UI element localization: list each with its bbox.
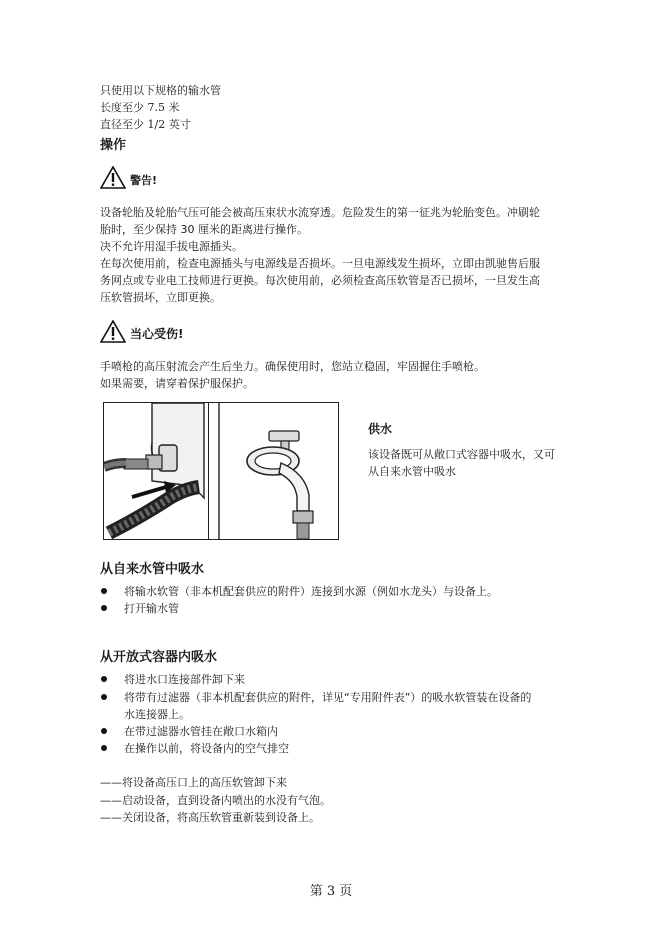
warning-line-4: 在每次使用前，检查电源插头与电源线是否损坏。一旦电源线发生损坏，立即由凯驰售后服 bbox=[100, 257, 540, 270]
warning-header bbox=[100, 166, 220, 190]
tap-section-heading: 从自来水管中吸水 bbox=[100, 562, 205, 577]
warning-triangle-icon bbox=[100, 320, 126, 343]
spec-line-1: 只使用以下规格的输水管 bbox=[100, 84, 221, 97]
figure-water-tap bbox=[208, 402, 339, 540]
list-item: 将带有过滤器（非本机配套供应的附件，详见“专用附件表”）的吸水软管装在设备的 bbox=[124, 691, 532, 704]
caution-line-1: 手喷枪的高压射流会产生后坐力。确保使用时，您站立稳固，牢固握住手喷枪。 bbox=[100, 360, 485, 373]
dash-line-2: ——启动设备，直到设备内喷出的水没有气泡。 bbox=[100, 794, 331, 807]
figure-device-inlet bbox=[103, 402, 210, 540]
warning-line-1: 设备轮胎及轮胎气压可能会被高压束状水流穿透。危险发生的第一征兆为轮胎变色。冲刷轮 bbox=[100, 206, 540, 219]
spec-line-3: 直径至少 1/2 英寸 bbox=[100, 118, 191, 131]
water-supply-line-2: 从自来水管中吸水 bbox=[368, 465, 456, 478]
list-item: 打开输水管 bbox=[124, 602, 179, 615]
caution-line-2: 如果需要，请穿着保护服保护。 bbox=[100, 377, 254, 390]
dash-line-1: ——将设备高压口上的高压软管卸下来 bbox=[100, 776, 287, 789]
bullet-dot bbox=[101, 694, 107, 700]
page-number: 第 3 页 bbox=[309, 884, 353, 899]
water-supply-line-1: 该设备既可从敞口式容器中吸水，又可 bbox=[368, 448, 555, 461]
bullet-dot bbox=[101, 676, 107, 682]
spec-line-2: 长度至少 7.5 米 bbox=[100, 101, 180, 114]
container-section-heading: 从开放式容器内吸水 bbox=[100, 650, 218, 665]
list-item: 将进水口连接部件卸下来 bbox=[124, 673, 245, 686]
dash-line-3: ——关闭设备，将高压软管重新装到设备上。 bbox=[100, 811, 320, 824]
warning-title: 警告! bbox=[130, 174, 158, 187]
warning-line-6: 压软管损坏，立即更换。 bbox=[100, 291, 221, 304]
operation-heading: 操作 bbox=[100, 138, 127, 153]
warning-triangle-icon bbox=[100, 166, 126, 189]
bullet-dot bbox=[101, 605, 107, 611]
warning-line-5: 务网点或专业电工技师进行更换。每次使用前，必须检查高压软管是否已损坏，一旦发生高 bbox=[100, 274, 540, 287]
bullet-dot bbox=[101, 745, 107, 751]
list-item: 在带过滤器水管挂在敞口水箱内 bbox=[124, 725, 278, 738]
water-tap-illustration bbox=[209, 403, 338, 539]
list-item-continuation: 水连接器上。 bbox=[124, 708, 190, 721]
device-inlet-illustration bbox=[104, 403, 209, 539]
caution-title: 当心受伤! bbox=[130, 327, 184, 341]
list-item: 在操作以前，将设备内的空气排空 bbox=[124, 742, 289, 755]
list-item: 将输水软管（非本机配套供应的附件）连接到水源（例如水龙头）与设备上。 bbox=[124, 585, 498, 598]
warning-line-3: 决不允许用湿手拔电源插头。 bbox=[100, 240, 243, 253]
caution-header bbox=[100, 320, 240, 344]
water-supply-heading: 供水 bbox=[368, 422, 393, 436]
bullet-dot bbox=[101, 728, 107, 734]
bullet-dot bbox=[101, 588, 107, 594]
warning-line-2: 胎时，至少保持 30 厘米的距离进行操作。 bbox=[100, 223, 308, 236]
